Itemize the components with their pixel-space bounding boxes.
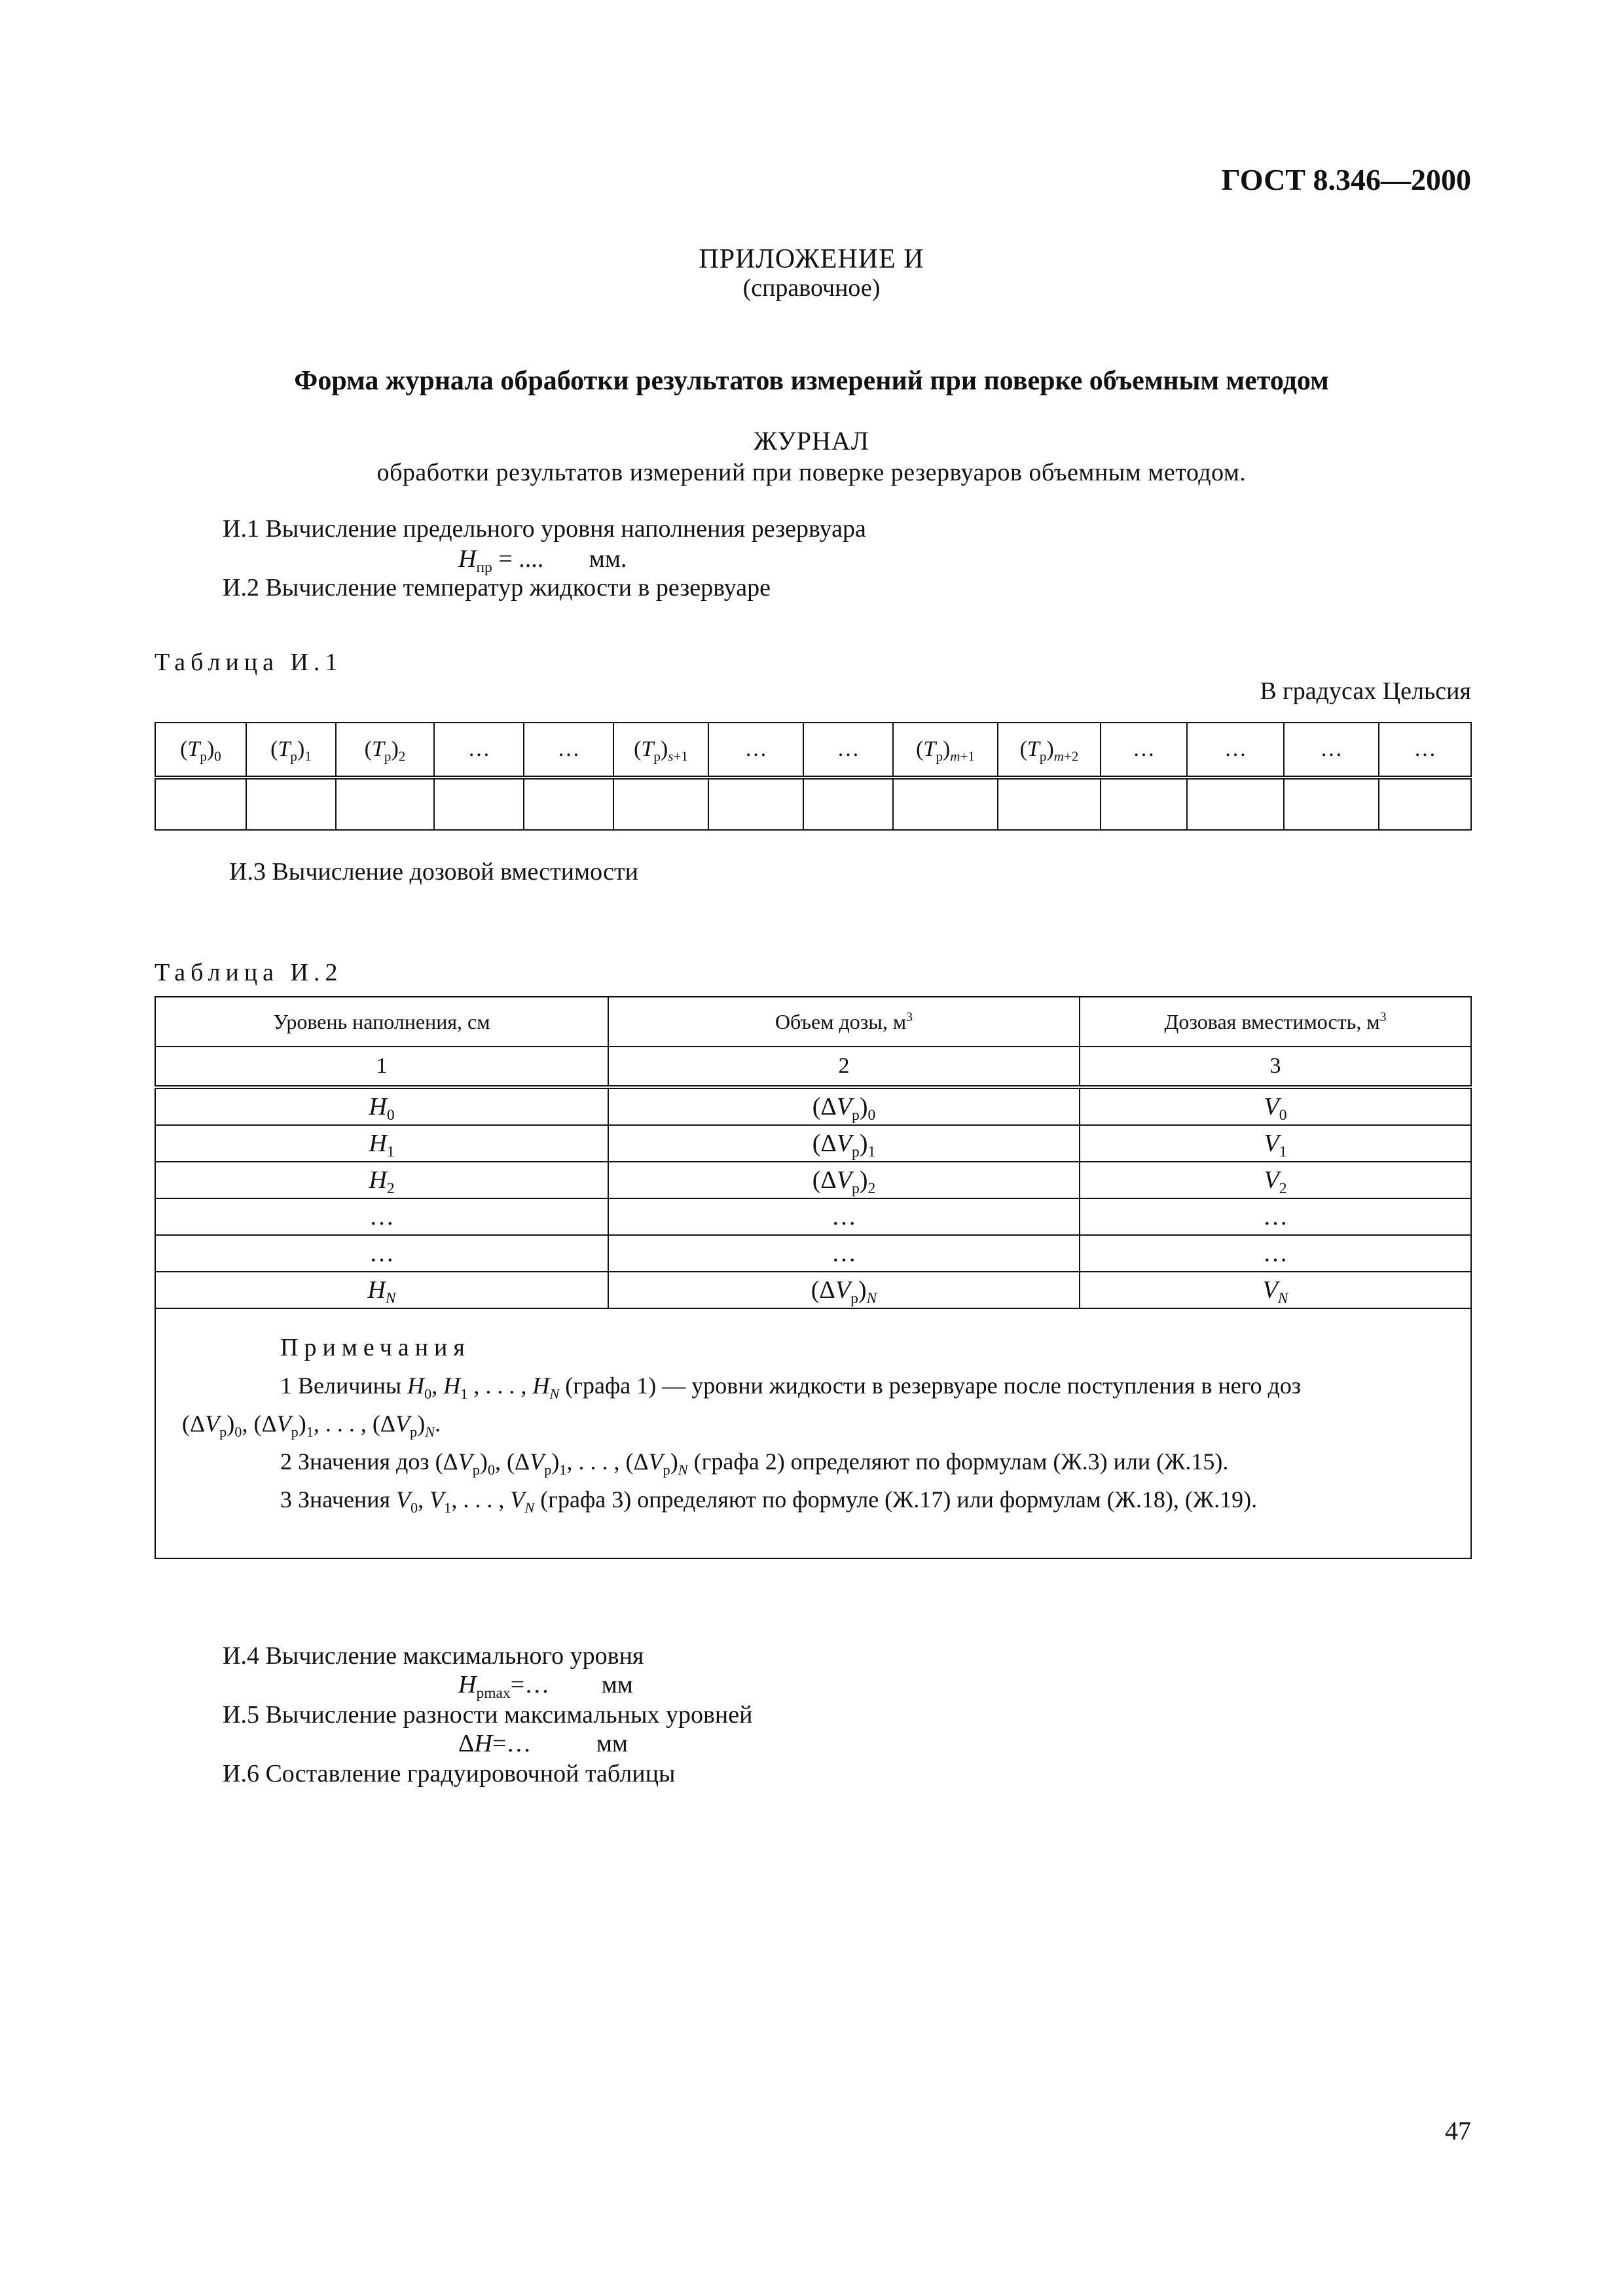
section-5-formula: ΔH=… мм xyxy=(458,1730,628,1757)
t2-cell-ellipsis: … xyxy=(1080,1235,1471,1272)
t2-cell-h1: $H_1$ xyxy=(155,1125,608,1162)
section-4-formula: $H_{pmax}=\dots$ мм xyxy=(458,1671,633,1702)
t1-header-ellipsis: … xyxy=(803,723,893,778)
section-4: И.4 Вычисление максимального уровня xyxy=(223,1642,644,1670)
table-row xyxy=(155,1087,1471,1125)
t1-header-ellipsis: … xyxy=(1284,723,1379,778)
journal-subtitle: обработки результатов измерений при поверке резервуаров объемным методом. xyxy=(376,459,1247,486)
t1-header-tpm1: $(T_р)_{m+1}$ xyxy=(893,723,998,778)
appendix-title: ПРИЛОЖЕНИЕ И xyxy=(699,244,924,274)
note-1: 1 Величины $H_0$, $H_1$ , . . . , $H_N$ (графа 1) — уровни жидкости в резервуаре после поступления в него доз xyxy=(280,1372,1302,1402)
t1-empty-cell xyxy=(1101,778,1187,830)
note-2: 2 Значения доз $(\Delta V_р)_0$, $(\Delta V_р)_1$, . . . , $(\Delta V_р)_N$ (графа 2) определяют по формулам (Ж.3) или (Ж.15). xyxy=(280,1448,1229,1478)
t1-empty-cell xyxy=(998,778,1101,830)
table-row xyxy=(155,1162,1471,1198)
t2-cell-hn: $H_N$ xyxy=(155,1272,608,1308)
t2-cell-h2: $H_2$ xyxy=(155,1162,608,1198)
t1-empty-cell xyxy=(336,778,434,830)
table-row xyxy=(155,1125,1471,1162)
t1-empty-cell xyxy=(893,778,998,830)
t1-header-ellipsis: … xyxy=(1379,723,1471,778)
notes-title: Примечания xyxy=(280,1334,471,1361)
t1-empty-cell xyxy=(1284,778,1379,830)
t2-cell-dv2: $(\Delta V_р)_2$ xyxy=(608,1162,1080,1198)
t1-header-ellipsis: … xyxy=(524,723,613,778)
t1-empty-cell xyxy=(1187,778,1284,830)
table2-notes xyxy=(155,1308,1471,1558)
t2-cell-v1: $V_1$ xyxy=(1080,1125,1471,1162)
table2-caption: Таблица И.2 xyxy=(155,959,343,986)
page-number: 47 xyxy=(1445,2116,1471,2145)
appendix-kind: (справочное) xyxy=(742,274,881,302)
t2-cell-dv0: $(\Delta V_р)_0$ xyxy=(608,1087,1080,1125)
section-1: И.1 Вычисление предельного уровня наполнения резервуара xyxy=(223,515,866,543)
t2-column-number: 1 xyxy=(155,1047,608,1087)
table-row xyxy=(155,1272,1471,1308)
t1-header-ellipsis: … xyxy=(1187,723,1284,778)
table-row xyxy=(155,1235,1471,1272)
t1-header-ellipsis: … xyxy=(434,723,524,778)
t2-cell-dv1: $(\Delta V_р)_1$ xyxy=(608,1125,1080,1162)
section-1-value: = .... xyxy=(498,545,544,573)
form-title: Форма журнала обработки результатов измерений при поверке объемным методом xyxy=(294,366,1329,396)
t1-empty-cell xyxy=(1379,778,1471,830)
t1-empty-cell xyxy=(155,778,246,830)
t1-empty-cell xyxy=(434,778,524,830)
t1-header-tp1: $(T_р)_1$ xyxy=(246,723,336,778)
journal-title: ЖУРНАЛ xyxy=(754,426,869,456)
section-1-formula: $H_{пр}$ = .... мм. xyxy=(458,545,627,577)
note-3: 3 Значения $V_0$, $V_1$, . . . , $V_N$ (графа 3) определяют по формуле (Ж.17) или формулам (Ж.18), (Ж.19). xyxy=(280,1486,1258,1516)
t2-cell-vn: $V_N$ xyxy=(1080,1272,1471,1308)
section-1-unit: мм. xyxy=(589,545,627,573)
note-1-continuation: $(\Delta V_р)_0$, $(\Delta V_р)_1$, . . . , $(\Delta V_р)_N$. xyxy=(182,1410,441,1440)
t2-column-number: 3 xyxy=(1080,1047,1471,1087)
t1-empty-cell xyxy=(524,778,613,830)
t2-cell-v2: $V_2$ xyxy=(1080,1162,1471,1198)
section-3: И.3 Вычисление дозовой вместимости xyxy=(229,858,638,886)
t2-header-capacity: Дозовая вместимость, $м^3$ xyxy=(1080,997,1471,1047)
t2-cell-ellipsis: … xyxy=(608,1198,1080,1235)
t1-header-tp0: $(T_р)_0$ xyxy=(155,723,246,778)
t2-cell-ellipsis: … xyxy=(1080,1198,1471,1235)
table-row xyxy=(155,1198,1471,1235)
t2-cell-dvn: $(\Delta V_р)_N$ xyxy=(608,1272,1080,1308)
table-row xyxy=(155,778,1471,830)
t1-header-ellipsis: … xyxy=(708,723,803,778)
t2-cell-v0: $V_0$ xyxy=(1080,1087,1471,1125)
t1-empty-cell xyxy=(803,778,893,830)
section-5: И.5 Вычисление разности максимальных уровней xyxy=(223,1701,753,1729)
t2-cell-ellipsis: … xyxy=(155,1235,608,1272)
t1-header-tp2: $(T_р)_2$ xyxy=(336,723,434,778)
section-6: И.6 Составление градуировочной таблицы xyxy=(223,1760,676,1787)
t2-cell-ellipsis: … xyxy=(155,1198,608,1235)
t1-empty-cell xyxy=(613,778,708,830)
t1-empty-cell xyxy=(246,778,336,830)
t1-empty-cell xyxy=(708,778,803,830)
dose-capacity-table xyxy=(155,996,1472,1559)
t2-cell-ellipsis: … xyxy=(608,1235,1080,1272)
t2-header-level: Уровень наполнения, см xyxy=(155,997,608,1047)
t1-header-tps1: $(T_р)_{s+1}$ xyxy=(613,723,708,778)
t1-header-ellipsis: … xyxy=(1101,723,1187,778)
t2-header-dose: Объем дозы, $м^3$ xyxy=(608,997,1080,1047)
temperature-table xyxy=(155,722,1472,831)
table1-caption: Таблица И.1 xyxy=(155,649,343,676)
section-2: И.2 Вычисление температур жидкости в резервуаре xyxy=(223,574,771,601)
t2-column-number: 2 xyxy=(608,1047,1080,1087)
t2-cell-h0: $H_0$ xyxy=(155,1087,608,1125)
standard-number: ГОСТ 8.346—2000 xyxy=(1221,163,1471,196)
t1-header-tpm2: $(T_р)_{m+2}$ xyxy=(998,723,1101,778)
table1-units: В градусах Цельсия xyxy=(1260,677,1471,705)
